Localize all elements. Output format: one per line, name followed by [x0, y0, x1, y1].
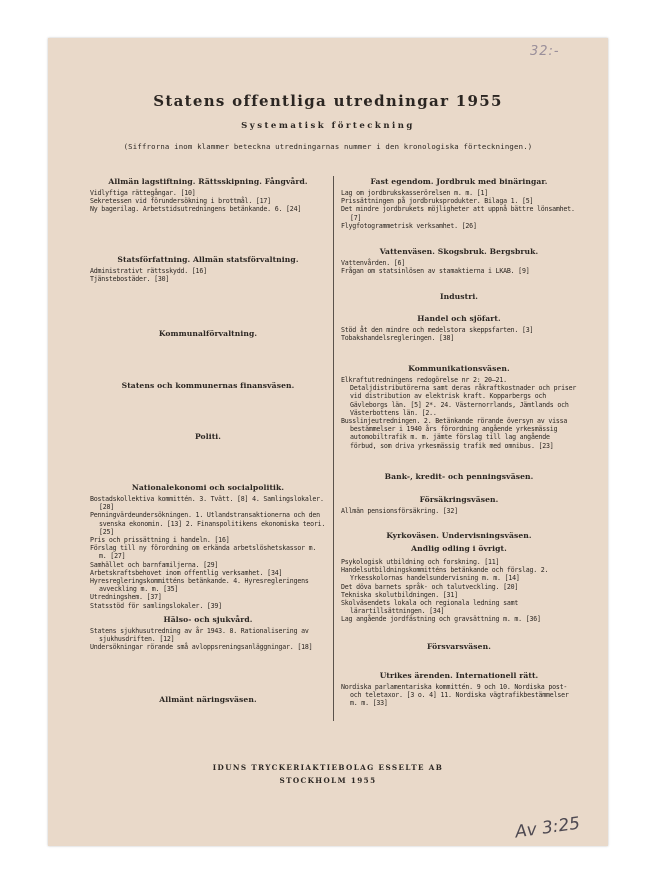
section — [90, 432, 326, 441]
section — [341, 642, 577, 651]
section — [341, 495, 577, 515]
section — [90, 329, 326, 338]
section — [341, 529, 577, 624]
section-heading: Kyrkoväsen. Undervisningsväsen. Andlig odling i övrigt. — [386, 531, 532, 553]
list-item: Statens sjukhusutredning av år 1943. 8. Rationalisering av sjukhusdriften. [12] — [90, 627, 309, 644]
list-item: Skolväsendets lokala och regionala ledning samt lärartillsättningen. [34] — [341, 599, 519, 616]
list-item: Förslag till ny förordning om erkända arbetslöshetskassor m. m. [27] — [90, 544, 317, 561]
explanatory-note: (Siffrorna inom klammer beteckna utredningarnas nummer i den kronologiska förteckningen.) — [123, 142, 533, 151]
section-heading: Försvarsväsen. — [427, 642, 491, 651]
document-subtitle: Systematisk förteckning — [241, 121, 415, 131]
section-heading: Allmän lagstiftning. Rättsskipning. Fångvård. — [108, 177, 308, 186]
list-item: Handelsutbildningskommitténs betänkande och förslag. 2. Yrkesskolornas handelsundervisning m. m. [14] — [341, 566, 549, 583]
section-heading: Kommunikationsväsen. — [408, 364, 510, 373]
list-item: Administrativt rättsskydd. [16] — [90, 267, 207, 275]
section — [90, 255, 326, 283]
section-heading: Politi. — [194, 432, 222, 441]
list-item: Elkraftutredningens redogörelse nr 2: 20—21. Detaljdistributörerna samt deras råkraftkostnader och priser vid distribution av elektrisk kraft. Kopparbergs och Gävleborgs län. [5] 2*. 24. Västernorrlands, Jämtlands och Västerbottens län. [2.. — [341, 376, 577, 417]
list-item: Flygfotogrammetrisk verksamhet. [26] — [341, 221, 477, 230]
section-heading: Handel och sjöfart. — [417, 314, 501, 323]
section — [341, 671, 577, 708]
list-item: Pris och prissättning i handeln. [16] — [90, 536, 230, 545]
list-item: Prissättningen på jordbruksprodukter. Bilaga 1. [5] — [341, 197, 534, 206]
document-title: Statens offentliga utredningar 1955 — [153, 92, 503, 110]
section — [341, 472, 577, 481]
list-item: Det mindre jordbrukets möjligheter att uppnå bättre lönsamhet. [7] — [341, 205, 575, 222]
section-heading: Industri. — [439, 292, 479, 301]
list-item: Vattenvården. [6] — [341, 259, 406, 267]
list-item: Hyresregleringskommitténs betänkande. 4. Hyresregleringens avveckling m. m. [35] — [90, 577, 309, 594]
section — [90, 177, 326, 214]
section-heading: Kommunalförvaltning. — [158, 329, 258, 338]
list-item: Undersökningar rörande små avloppsreningsanläggningar. [18] — [90, 643, 313, 652]
section — [90, 695, 326, 704]
list-item: Lag angående jordfästning och gravsättning m. m. [36] — [341, 615, 541, 624]
list-item: Sekretessen vid förundersökning i brottmål. [17] — [90, 197, 271, 206]
list-item: Utredningshem. [37] — [90, 593, 162, 602]
section-heading: Statsförfattning. Allmän statsförvaltning. — [117, 255, 299, 264]
section-heading: Försäkringsväsen. — [419, 495, 499, 504]
list-item: Det döva barnets språk- och talutveckling. [20] — [341, 582, 519, 591]
section — [341, 247, 577, 275]
section-heading: Nationalekonomi och socialpolitik. — [131, 483, 285, 492]
printer-place-year: STOCKHOLM 1955 — [279, 776, 377, 785]
printer-imprint: IDUNS TRYCKERIAKTIEBOLAG ESSELTE AB — [212, 763, 444, 772]
section — [90, 615, 326, 652]
list-item: Arbetskraftsbehovet inom offentlig verksamhet. [34] — [90, 568, 283, 577]
list-item: Allmän pensionsförsäkring. [32] — [341, 507, 458, 515]
section — [90, 381, 326, 390]
section-heading: Utrikes ärenden. Internationell rätt. — [379, 671, 539, 680]
section-heading: Statens och kommunernas finansväsen. — [121, 381, 295, 390]
section — [341, 314, 577, 342]
section — [90, 483, 326, 610]
section — [341, 364, 577, 450]
list-item: Tekniska skolutbildningen. [31] — [341, 590, 458, 599]
section-heading: Hälso- och sjukvård. — [163, 615, 253, 624]
list-item: Statsstöd för samlingslokaler. [39] — [90, 601, 222, 610]
list-item: Ny bagerilag. Arbetstidsutredningens betänkande. 6. [24] — [90, 205, 302, 214]
list-item: Psykologisk utbildning och forskning. [11] — [341, 558, 500, 566]
list-item: Vidlyftiga rättegångar. [10] — [90, 189, 196, 197]
list-item: Bostadskollektiva kommittén. 3. Tvätt. [8] 4. Samlingslokaler. [28] — [90, 495, 324, 512]
list-item: Tjänstebostäder. [30] — [90, 275, 170, 284]
section — [341, 177, 577, 230]
handwritten-mark-top: 32:- — [530, 44, 560, 59]
list-item: Penningvärdeundersökningen. 1. Utlandstransaktionerna och den svenska ekonomin. [13] 2. Finanspolitikens ekonomiska teori. [25] — [90, 511, 326, 536]
section-heading: Vattenväsen. Skogsbruk. Bergsbruk. — [379, 247, 539, 256]
section-heading: Allmänt näringsväsen. — [159, 695, 257, 704]
list-item: Lag om jordbrukskasserörelsen m. m. [1] — [341, 189, 489, 197]
list-item: Stöd åt den mindre och medelstora skeppsfarten. [3] — [341, 326, 534, 334]
section-heading: Bank-, kredit- och penningsväsen. — [384, 472, 534, 481]
section — [341, 292, 577, 301]
list-item: Samhället och barnfamiljerna. [29] — [90, 560, 219, 569]
list-item: Tobakshandelsregleringen. [38] — [341, 334, 455, 343]
column-divider — [333, 176, 334, 721]
handwritten-mark-bottom: Av 3:25 — [513, 813, 582, 843]
section-heading: Fast egendom. Jordbruk med binäringar. — [370, 177, 548, 186]
list-item: Nordiska parlamentariska kommittén. 9 och 10. Nordiska post- och teletaxor. [3 o. 4] 11. Nordiska vägtrafikbestämmelser m. m. [33] — [341, 683, 569, 708]
list-item: Frågan om statsinlösen av stamaktierna i LKAB. [9] — [341, 267, 530, 276]
list-item: Busslinjeutredningen. 2. Betänkande rörande översyn av vissa bestämmelser i 1940 års förordning angående yrkesmässig automobiltrafik m. m. jämte förslag till lag angående förbud, som driva yrkesmässig trafik med omnibus. [23] — [341, 417, 568, 450]
